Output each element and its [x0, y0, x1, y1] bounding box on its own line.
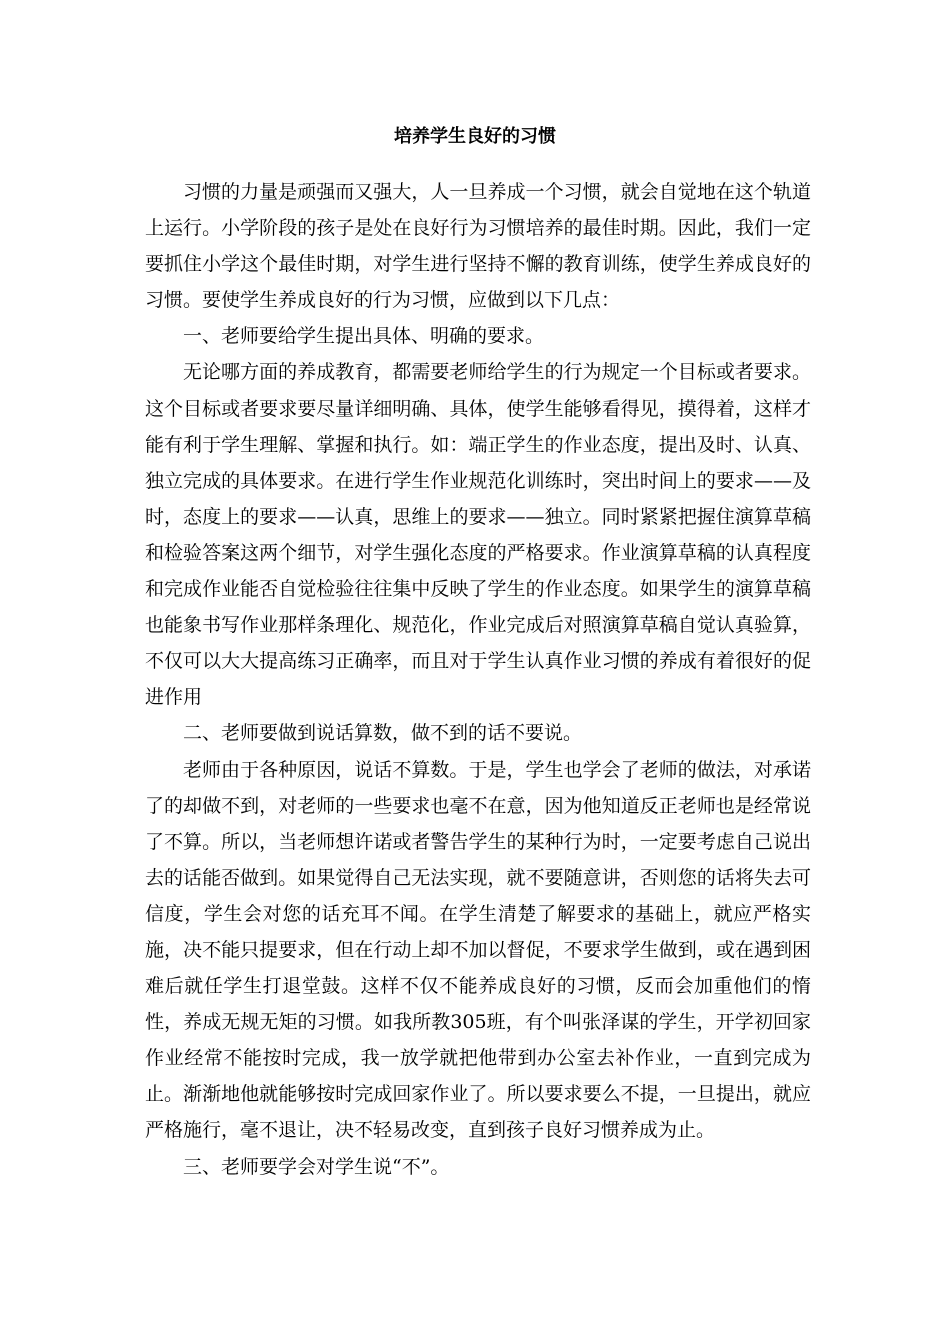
document-title: 培养学生良好的习惯 — [394, 126, 556, 147]
heading-point-2: 二、老师要做到说话算数，做不到的话不要说。 — [183, 722, 583, 745]
heading-point-3: 三、老师要学会对学生说“不”。 — [183, 1155, 450, 1178]
document-body — [145, 174, 811, 1185]
paragraph-point-2: 老师由于各种原因，说话不算数。于是，学生也学会了老师的做法，对承诺了的却做不到，对老师的一些要求也毫不在意，因为他知道反正老师也是经常说了不算。所以，当老师想许诺或者警告学生的某种行为时，一定要考虑自己说出去的话能否做到。如果觉得自己无法实现，就不要随意讲，否则您的话将失去可信度，学生会对您的话充耳不闻。在学生清楚了解要求的基础上，就应严格实施，决不能只提要求，但在行动上却不加以督促，不要求学生做到，或在遇到困难后就任学生打退堂鼓。这样不仅不能养成良好的习惯，反而会加重他们的惰性，养成无规无矩的习惯。如我所教305班，有个叫张泽谋的学生，开学初回家作业经常不能按时完成，我一放学就把他带到办公室去补作业，一直到完成为止。渐渐地他就能够按时完成回家作业了。所以要求要么不提，一旦提出，就应严格施行，毫不退让，决不轻易改变，直到孩子良好习惯养成为止。 — [145, 758, 811, 1142]
paragraph-point-1: 无论哪方面的养成教育，都需要老师给学生的行为规定一个目标或者要求。这个目标或者要求要尽量详细明确、具体，使学生能够看得见，摸得着，这样才能有利于学生理解、掌握和执行。如：端正学生的作业态度，提出及时、认真、独立完成的具体要求。在进行学生作业规范化训练时，突出时间上的要求——及时，态度上的要求——认真，思维上的要求——独立。同时紧紧把握住演算草稿和检验答案这两个细节，对学生强化态度的严格要求。作业演算草稿的认真程度和完成作业能否自觉检验往往集中反映了学生的作业态度。如果学生的演算草稿也能象书写作业那样条理化、规范化，作业完成后对照演算草稿自觉认真验算，不仅可以大大提高练习正确率，而且对于学生认真作业习惯的养成有着很好的促进作用 — [145, 361, 811, 709]
heading-point-1: 一、老师要给学生提出具体、明确的要求。 — [183, 325, 545, 348]
paragraph-intro: 习惯的力量是顽强而又强大，人一旦养成一个习惯，就会自觉地在这个轨道上运行。小学阶段的孩子是处在良好行为习惯培养的最佳时期。因此，我们一定要抓住小学这个最佳时期，对学生进行坚持不懈的教育训练，使学生养成良好的习惯。要使学生养成良好的行为习惯，应做到以下几点： — [145, 181, 811, 312]
